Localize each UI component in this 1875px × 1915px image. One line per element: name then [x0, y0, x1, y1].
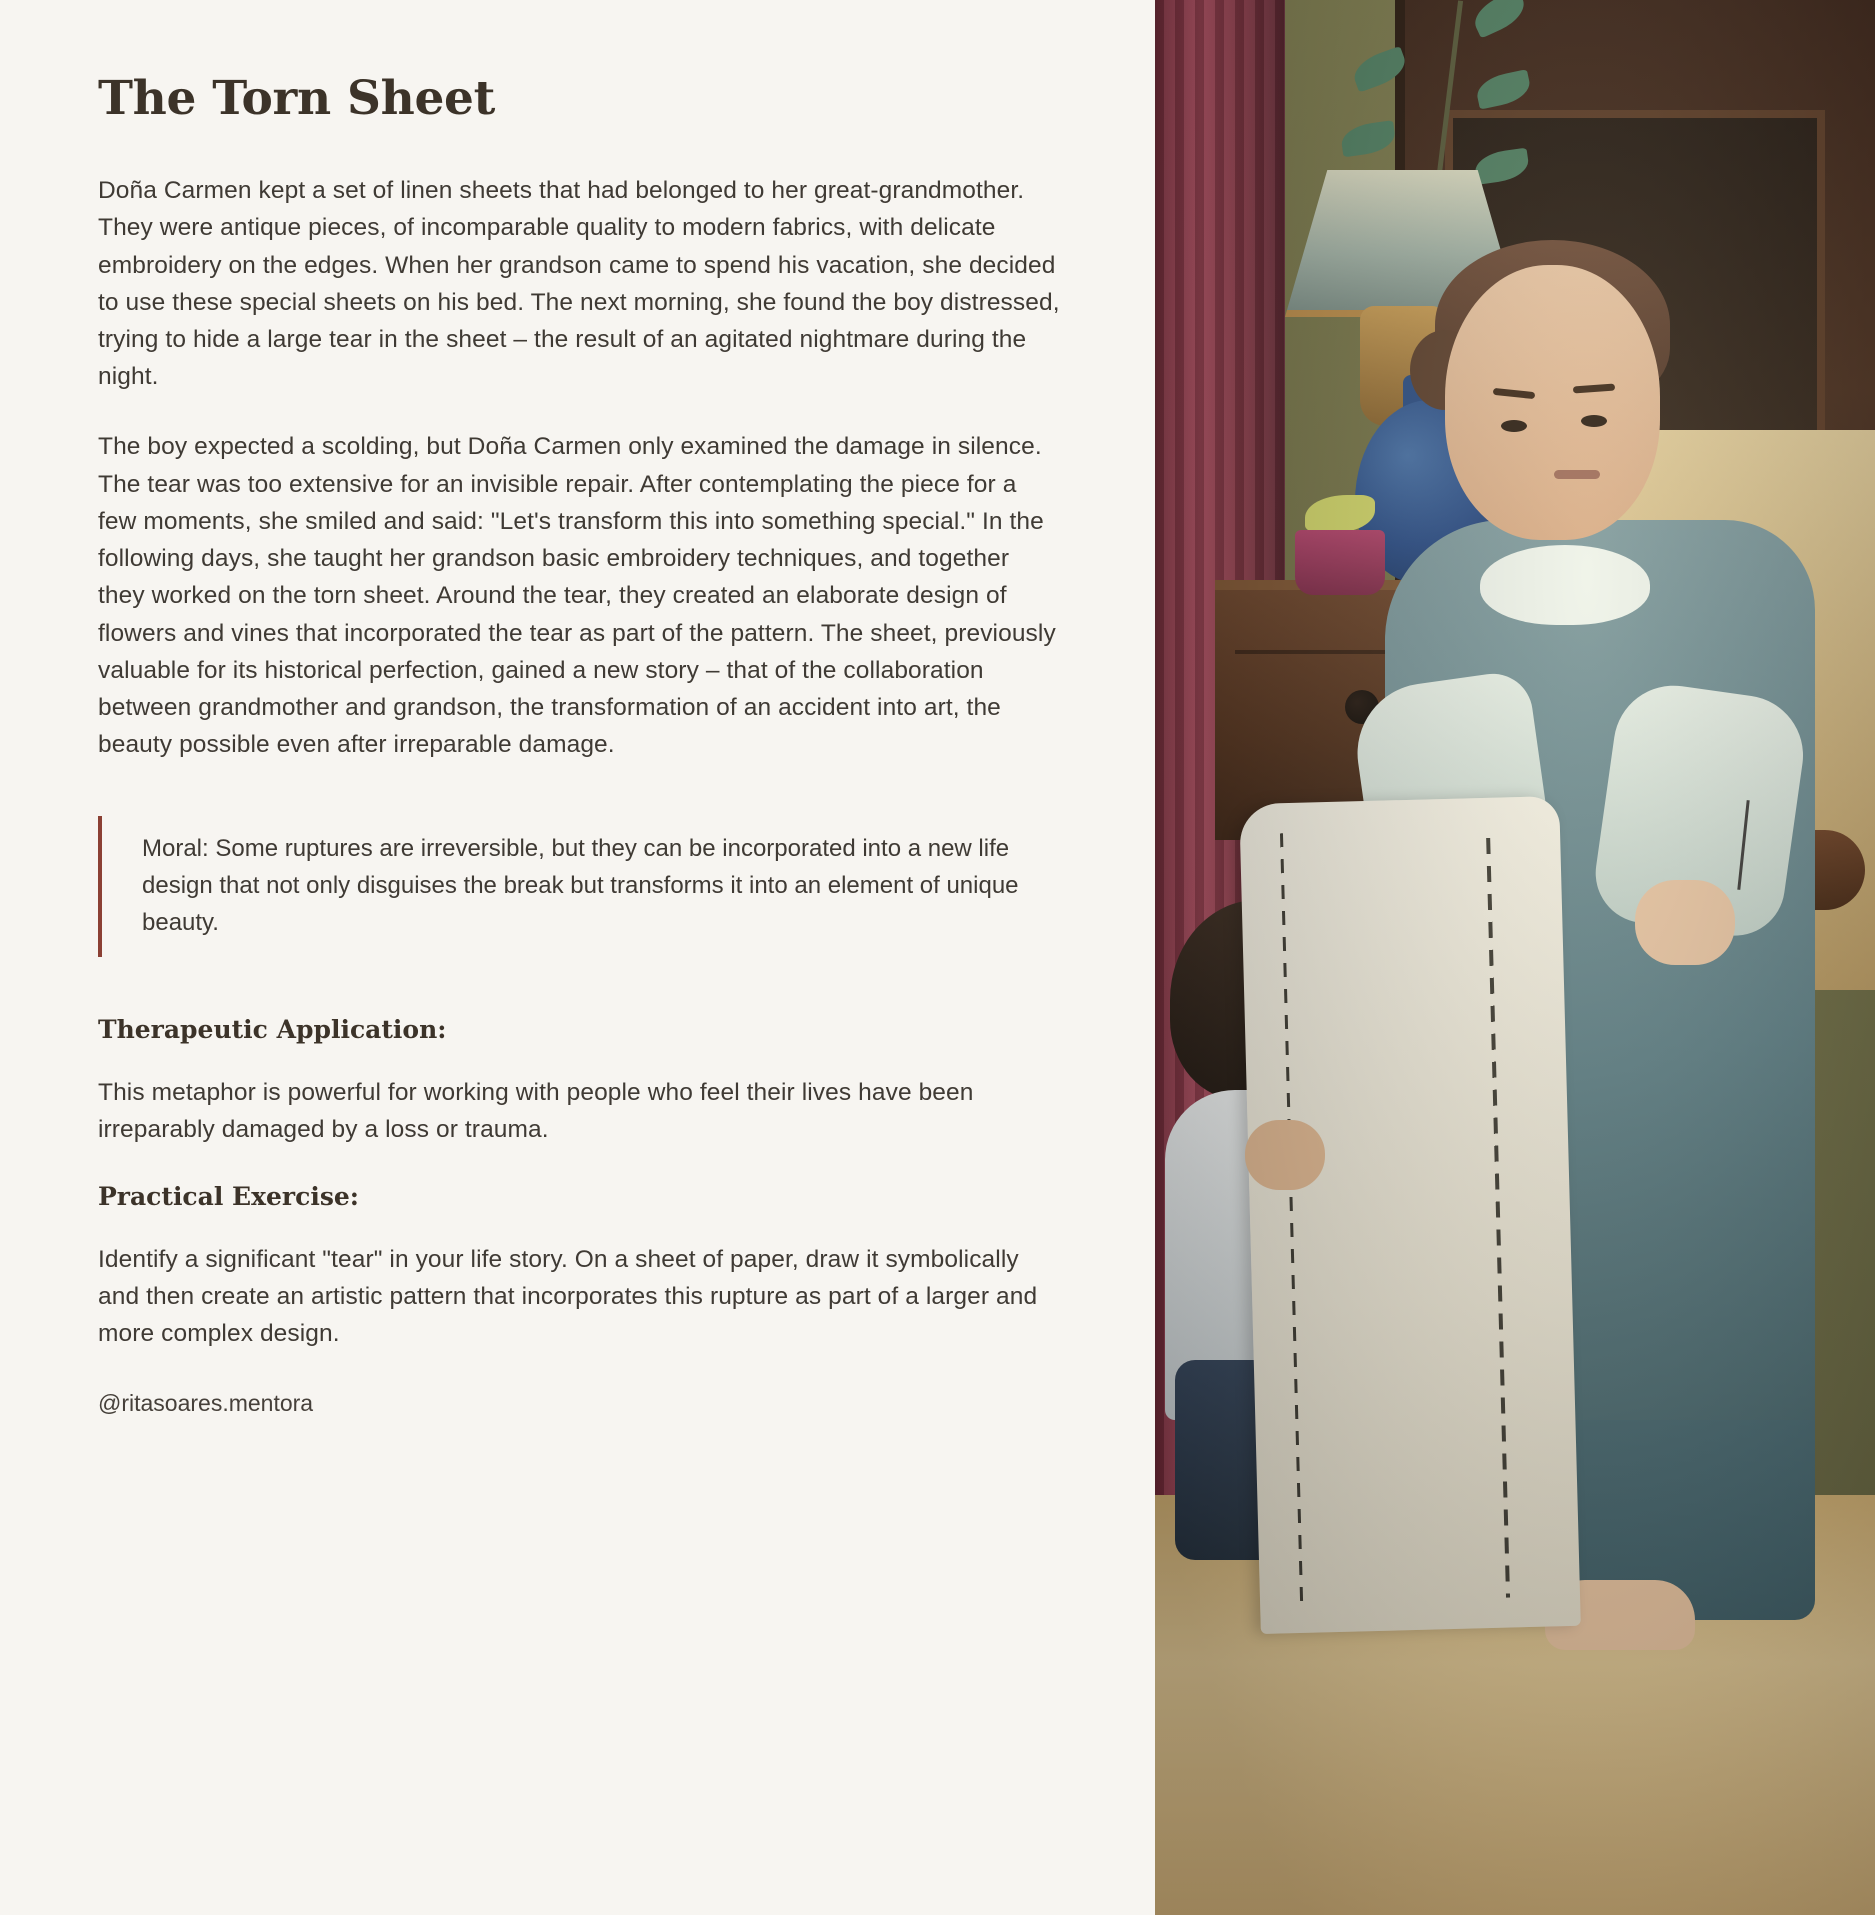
grandmother-mouth — [1554, 470, 1600, 479]
practical-exercise-text: Identify a significant "tear" in your life story. On a sheet of paper, draw it symbolically and then create an artistic pattern that incorporates this rupture as part of a larger and more complex design. — [98, 1245, 1038, 1348]
small-pink-pot — [1295, 530, 1385, 595]
author-handle: @ritasoares.mentora — [98, 1390, 314, 1417]
grandmother-collar — [1480, 545, 1650, 625]
moral-text: Moral: Some ruptures are irreversible, but they can be incorporated into a new life design that not only disguises the break but transforms it into an element of unique beauty. — [142, 834, 1019, 936]
plant-leaf — [1339, 120, 1397, 157]
story-paragraph-1: Doña Carmen kept a set of linen sheets that had belonged to her great-grandmother. They were antique pieces, of incomparable quality to modern fabrics, with delicate embroidery on the edges. When her grandson came to spend his vacation, she decided to use these special sheets on his bed. The next morning, she found the boy distressed, trying to hide a large tear in the sheet – the result of an agitated nightmare during the night. — [98, 177, 1060, 391]
plant-leaf — [1473, 148, 1531, 185]
plant-leaf — [1474, 69, 1533, 110]
grandmother-eye — [1581, 415, 1607, 427]
child-hand — [1245, 1120, 1325, 1190]
grandmother-eye — [1501, 420, 1527, 432]
moral-blockquote — [98, 816, 1060, 958]
practical-exercise-heading: Practical Exercise: — [98, 1181, 360, 1211]
grandmother-right-hand — [1635, 880, 1735, 965]
illustration-panel — [1155, 0, 1875, 1915]
therapeutic-application-heading: Therapeutic Application: — [98, 1015, 447, 1045]
plant-leaf — [1349, 46, 1410, 93]
illustration-scene — [1155, 0, 1875, 1915]
embroidered-sheet — [1239, 796, 1581, 1634]
plant-leaf — [1469, 0, 1531, 39]
grandmother-head — [1445, 265, 1660, 540]
story-paragraph-2: The boy expected a scolding, but Doña Carmen only examined the damage in silence. The tear was too extensive for an invisible repair. After contemplating the piece for a few moments, she smiled and said: "Let's transform this into something special." In the following days, she taught her grandson basic embroidery techniques, and together they worked on the torn sheet. Around the tear, they created an elaborate design of flowers and vines that incorporated the tear as part of the pattern. The sheet, previously valuable for its historical perfection, gained a new story – that of the collaboration between grandmother and grandson, the transformation of an accident into art, the beauty possible even after irreparable damage. — [98, 433, 1056, 759]
therapeutic-application-text: This metaphor is powerful for working with people who feel their lives have been irreparably damaged by a loss or trauma. — [98, 1079, 974, 1144]
page-title: The Torn Sheet — [98, 71, 496, 126]
